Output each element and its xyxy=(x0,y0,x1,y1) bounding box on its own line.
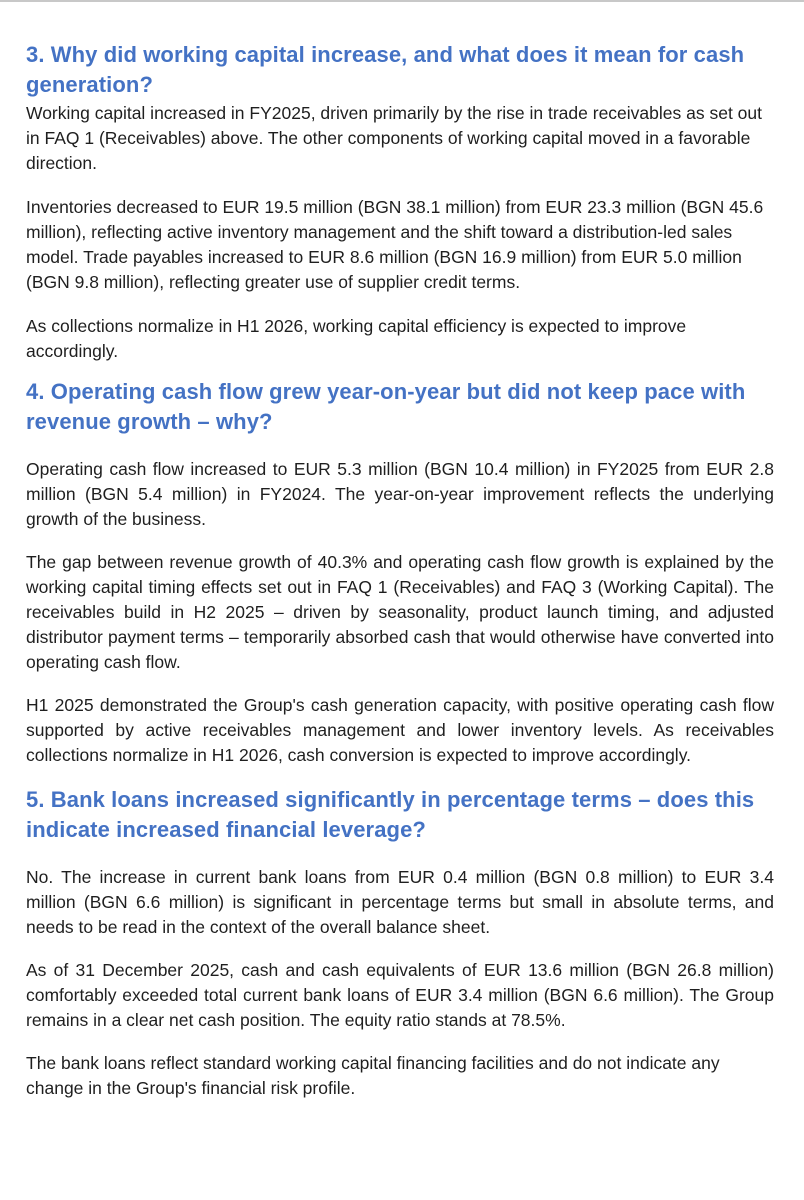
faq-paragraph: As collections normalize in H1 2026, working capital efficiency is expected to improve accordingly. xyxy=(26,316,687,361)
faq-paragraph: The gap between revenue growth of 40.3% and operating cash flow growth is explained by the working capital timing effects set out in FAQ 1 (Receivables) and FAQ 3 (Working Capital). The receivables build in H2 2025 – driven by seasonality, product launch timing, and adjusted distributor payment terms – temporarily absorbed cash that would otherwise have converted into operating cash flow. xyxy=(26,552,774,672)
faq-paragraph: No. The increase in current bank loans from EUR 0.4 million (BGN 0.8 million) to EUR 3.4 million (BGN 6.6 million) is significant in percentage terms but small in absolute terms, and needs to be read in the context of the overall balance sheet. xyxy=(26,867,774,937)
faq-heading: 3. Why did working capital increase, and what does it mean for cash generation? xyxy=(26,42,745,97)
faq-paragraph: The bank loans reflect standard working capital financing facilities and do not indicate any change in the Group's financial risk profile. xyxy=(26,1053,720,1098)
faq-heading: 5. Bank loans increased significantly in percentage terms – does this indicate increased financial leverage? xyxy=(26,787,755,842)
faq-paragraph: H1 2025 demonstrated the Group's cash generation capacity, with positive operating cash flow supported by active receivables management and lower inventory levels. As receivables collections normalize in H1 2026, cash conversion is expected to improve accordingly. xyxy=(26,695,774,765)
faq-section-working-capital xyxy=(26,40,774,364)
faq-heading: 4. Operating cash flow grew year-on-year but did not keep pace with revenue growth – why? xyxy=(26,379,746,434)
faq-document xyxy=(26,40,774,1101)
faq-section-bank-loans xyxy=(26,785,774,1101)
faq-paragraph: Working capital increased in FY2025, driven primarily by the rise in trade receivables as set out in FAQ 1 (Receivables) above. The other components of working capital moved in a favorable direction. xyxy=(26,103,762,173)
faq-section-operating-cash-flow xyxy=(26,377,774,768)
faq-paragraph: Operating cash flow increased to EUR 5.3 million (BGN 10.4 million) in FY2025 from EUR 2.8 million (BGN 5.4 million) in FY2024. The year-on-year improvement reflects the underlying growth of the business. xyxy=(26,459,774,529)
top-divider xyxy=(0,0,804,2)
faq-paragraph: Inventories decreased to EUR 19.5 million (BGN 38.1 million) from EUR 23.3 million (BGN 45.6 million), reflecting active inventory management and the shift toward a distribution-led sales model. Trade payables increased to EUR 8.6 million (BGN 16.9 million) from EUR 5.0 million (BGN 9.8 million), reflecting greater use of supplier credit terms. xyxy=(26,197,764,292)
faq-paragraph: As of 31 December 2025, cash and cash equivalents of EUR 13.6 million (BGN 26.8 million) comfortably exceeded total current bank loans of EUR 3.4 million (BGN 6.6 million). The Group remains in a clear net cash position. The equity ratio stands at 78.5%. xyxy=(26,960,774,1030)
